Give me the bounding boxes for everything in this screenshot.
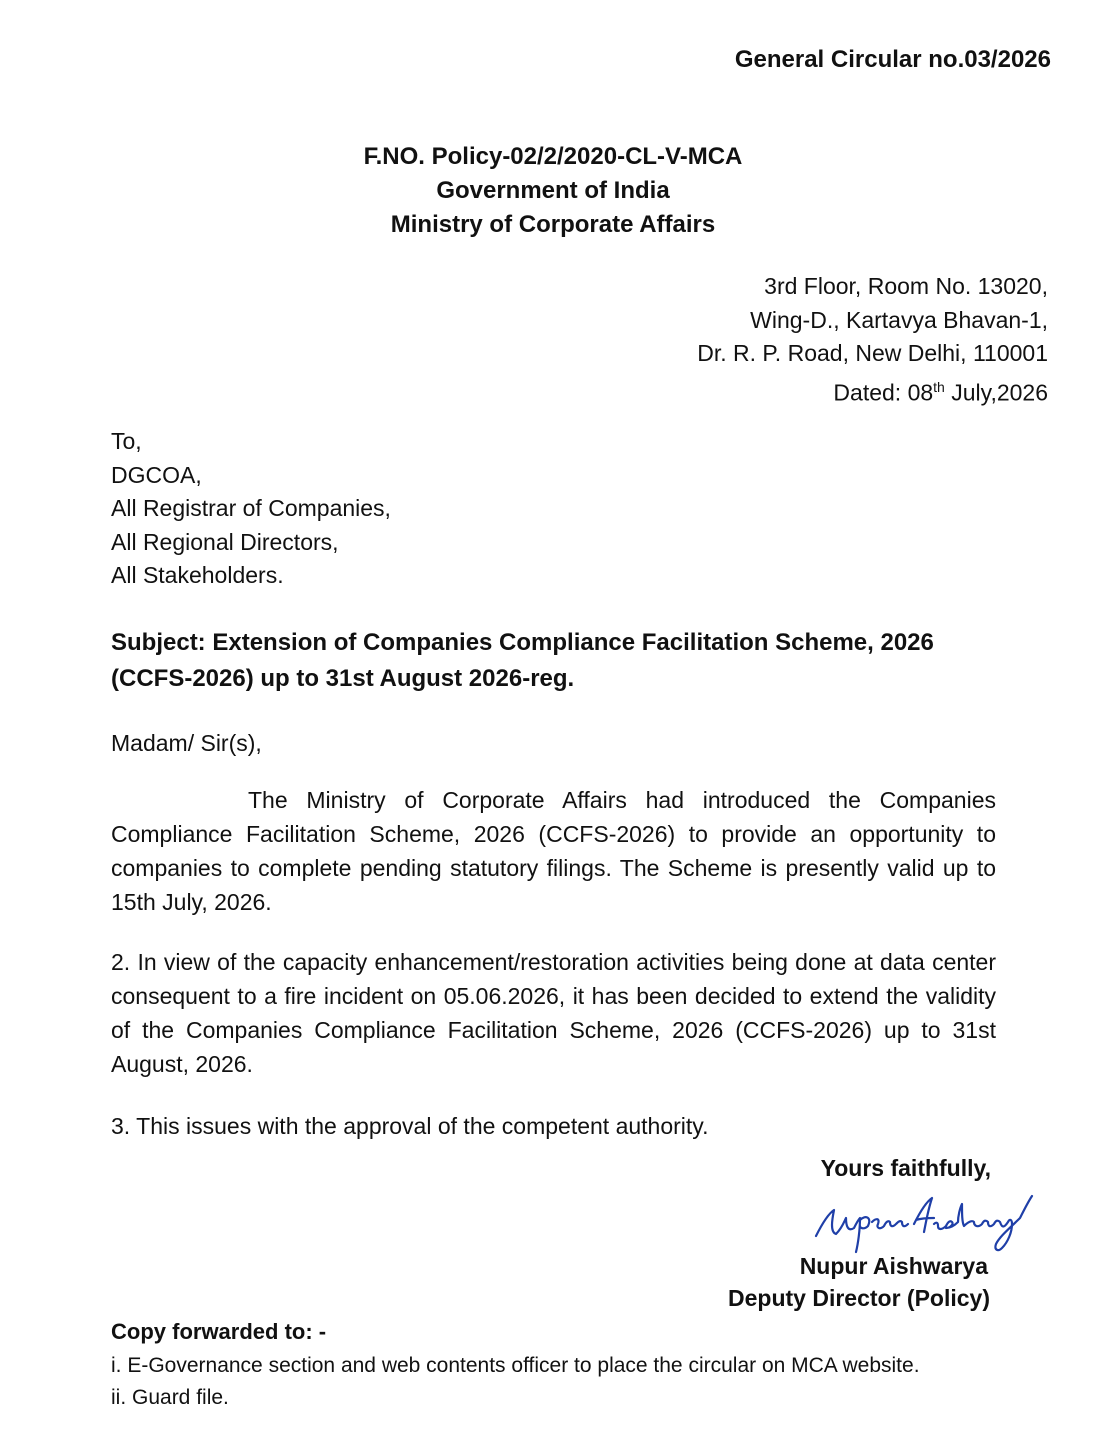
to-label: To, [111, 428, 142, 454]
handwritten-signature [808, 1188, 1038, 1258]
copy-forwarded-list [111, 1350, 920, 1414]
recipient-line: DGCOA, [111, 461, 202, 488]
ministry-name: Ministry of Corporate Affairs [390, 211, 716, 238]
salutation: Madam/ Sir(s), [111, 730, 262, 756]
copy-forwarded-heading: Copy forwarded to: - [111, 1319, 327, 1344]
signer-title: Deputy Director (Policy) [728, 1285, 990, 1311]
circular-number: General Circular no.03/2026 [734, 46, 1051, 73]
recipients-block [111, 425, 391, 593]
dated-prefix: Dated: 08 [833, 379, 934, 406]
recipient-line: All Stakeholders. [111, 562, 284, 588]
body-paragraph-1: The Ministry of Corporate Affairs had introduced the Companies Compliance Facilitation Scheme, 2026 (CCFS-2026) to provide an opportunity to companies to complete pending statutory filings. The Scheme is presently valid up to 15th July, 2026. [111, 787, 996, 915]
address-line-3: Dr. R. P. Road, New Delhi, 110001 [697, 340, 1048, 366]
government-name: Government of India [436, 177, 670, 204]
body-paragraph-3: 3. This issues with the approval of the competent authority. [111, 1113, 709, 1139]
dated-line [697, 371, 1048, 410]
subject-line: Subject: Extension of Companies Compliance Facilitation Scheme, 2026 (CCFS-2026) up to 31st August 2026-reg. [111, 629, 934, 692]
list-item: i. E-Governance section and web contents officer to place the circular on MCA website. [111, 1354, 920, 1377]
address-line-2: Wing-D., Kartavya Bhavan-1, [750, 306, 1048, 333]
closing-line: Yours faithfully, [820, 1155, 991, 1181]
file-number: F.NO. Policy-02/2/2020-CL-V-MCA [363, 143, 743, 170]
letter-header [0, 140, 1098, 242]
recipient-line: All Regional Directors, [111, 528, 339, 555]
list-item: ii. Guard file. [111, 1386, 229, 1409]
dated-suffix: July,2026 [944, 379, 1048, 406]
signer-name: Nupur Aishwarya [799, 1253, 988, 1279]
body-paragraph-2: 2. In view of the capacity enhancement/restoration activities being done at data center consequent to a fire incident on 05.06.2026, it has been decided to extend the validity of the Companies Compliance Facilitation Scheme, 2026 (CCFS-2026) up to 31st August, 2026. [111, 949, 996, 1077]
sender-address [697, 270, 1048, 410]
address-line-1: 3rd Floor, Room No. 13020, [764, 273, 1048, 299]
dated-superscript: th [933, 378, 945, 395]
recipient-line: All Registrar of Companies, [111, 495, 391, 521]
